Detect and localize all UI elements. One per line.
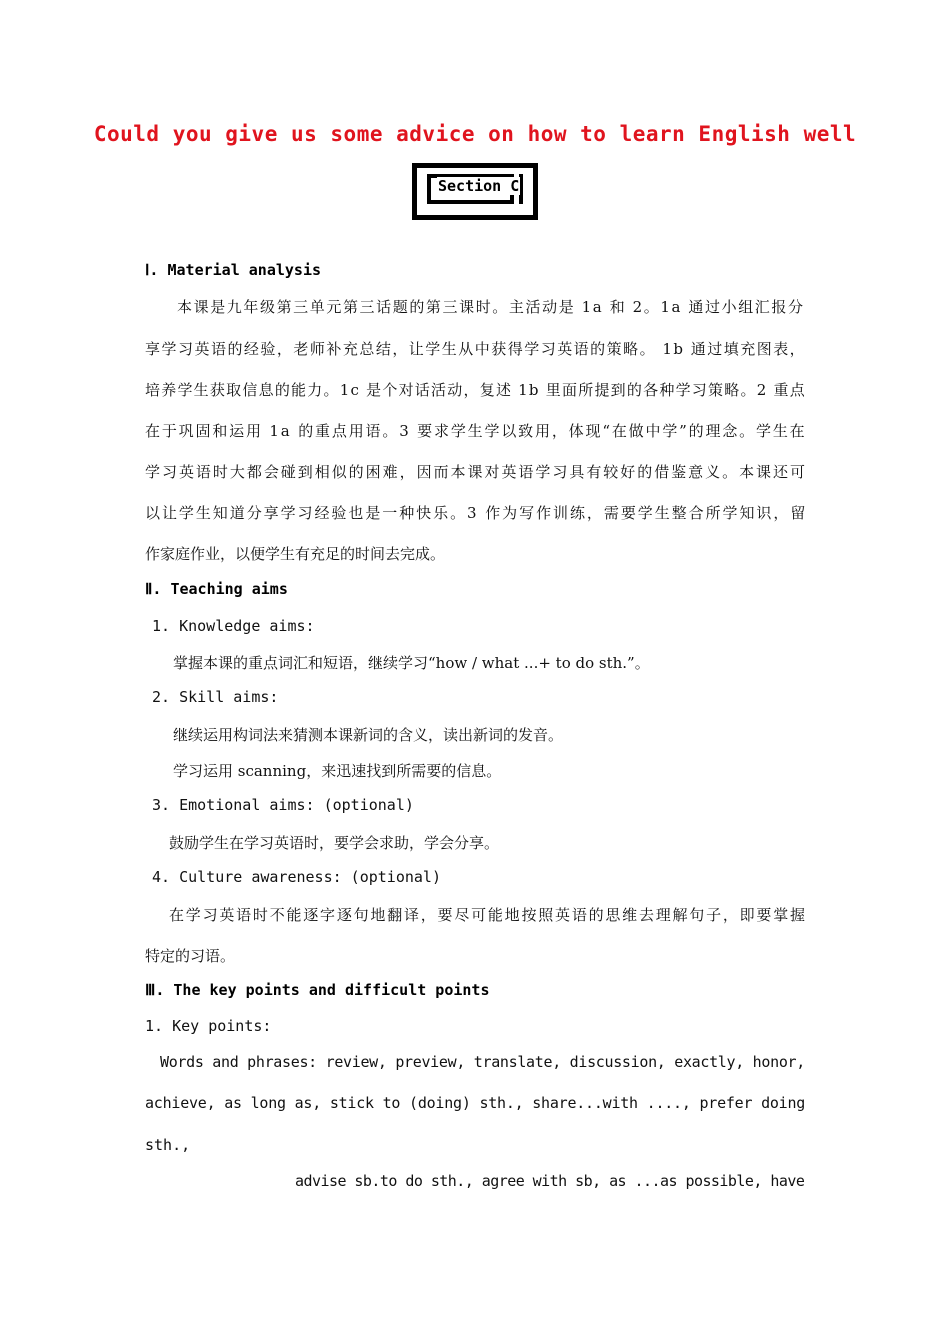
- skill-aims-text: 学习运用 scanning，来迅速找到所需要的信息。: [173, 762, 502, 780]
- teaching-aims-heading: Ⅱ. Teaching aims: [145, 580, 288, 598]
- key-words-line: sth.,: [145, 1136, 191, 1154]
- knowledge-aims-text: 掌握本课的重点词汇和短语，继续学习“how / what ...+ to do sth.”。: [173, 654, 650, 672]
- key-words-line: Words and phrases: review, preview, translate, discussion, exactly, honor,: [160, 1053, 805, 1071]
- paragraph-line: 本课是九年级第三单元第三话题的第三课时。主活动是 1a 和 2。1a 通过小组汇报分: [177, 298, 805, 316]
- section-label: Section C: [438, 177, 520, 195]
- paragraph-line: 学习英语时大都会碰到相似的困难，因而本课对英语学习具有较好的借鉴意义。本课还可: [145, 463, 807, 481]
- paragraph-line: 以让学生知道分享学习经验也是一种快乐。3 作为写作训练，需要学生整合所学知识，留: [145, 504, 808, 522]
- knowledge-aims-label: 1. Knowledge aims:: [152, 617, 315, 635]
- skill-aims-label: 2. Skill aims:: [152, 688, 279, 706]
- culture-awareness-text: 特定的习语。: [145, 947, 236, 965]
- key-points-heading: Ⅲ. The key points and difficult points: [145, 981, 490, 999]
- paragraph-line: 作家庭作业，以便学生有充足的时间去完成。: [145, 545, 446, 563]
- paragraph-line: 在于巩固和运用 1a 的重点用语。3 要求学生学以致用，体现“在做中学”的理念。学生在: [145, 422, 807, 440]
- emotional-aims-text: 鼓励学生在学习英语时，要学会求助，学会分享。: [169, 834, 500, 852]
- emotional-aims-label: 3. Emotional aims: (optional): [152, 796, 414, 814]
- culture-awareness-text: 在学习英语时不能逐字逐句地翻译，要尽可能地按照英语的思维去理解句子，即要掌握: [169, 906, 807, 924]
- key-words-line: advise sb.to do sth., agree with sb, as ...as possible, have: [295, 1172, 805, 1190]
- culture-awareness-label: 4. Culture awareness: (optional): [152, 868, 441, 886]
- document-title: Could you give us some advice on how to learn English well: [93, 122, 857, 146]
- paragraph-line: 培养学生获取信息的能力。1c 是个对话活动，复述 1b 里面所提到的各种学习策略。2 重点: [145, 381, 806, 399]
- key-points-label: 1. Key points:: [145, 1017, 272, 1035]
- skill-aims-text: 继续运用构词法来猜测本课新词的含义，读出新词的发音。: [173, 726, 564, 744]
- key-words-line: achieve, as long as, stick to (doing) sth., share...with ...., prefer doing: [145, 1094, 806, 1112]
- paragraph-line: 享学习英语的经验，老师补充总结，让学生从中获得学习英语的策略。 1b 通过填充图表，: [145, 340, 807, 358]
- material-analysis-heading: Ⅰ. Material analysis: [145, 261, 322, 279]
